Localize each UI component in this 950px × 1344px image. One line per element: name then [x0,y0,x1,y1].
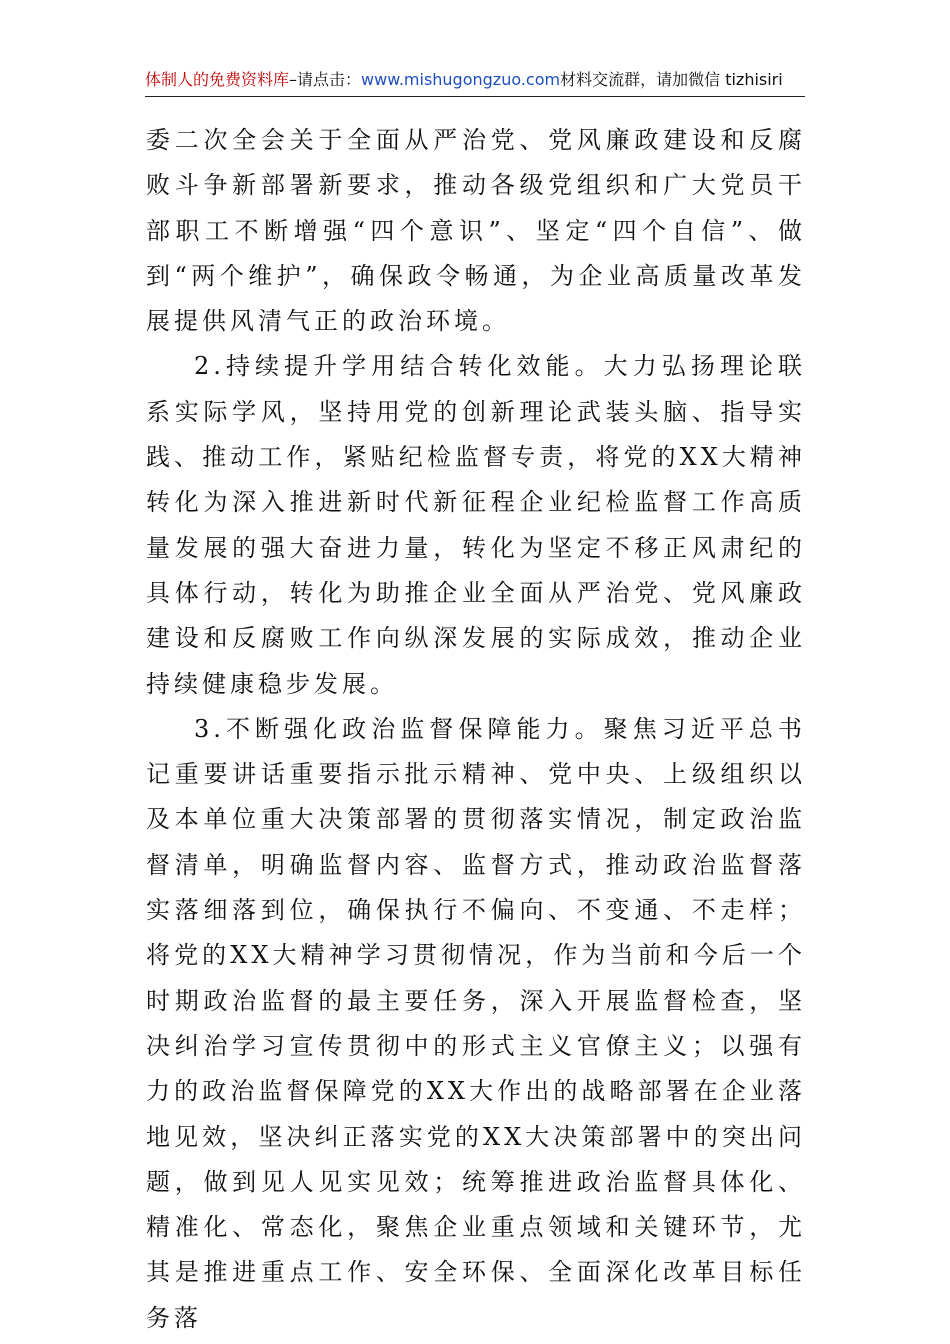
document-body [146,118,806,1341]
page-header [145,66,805,97]
paragraph-continuation: 委二次全会关于全面从严治党、党风廉政建设和反腐败斗争新部署新要求，推动各级党组织和广大党员干部职工不断增强“四个意识”、坚定“四个自信”、做到“两个维护”，确保政令畅通，为企业高质量改革发展提供风清气正的政治环境。 [146,126,806,336]
paragraph-item-2: 2.持续提升学用结合转化效能。大力弘扬理论联系实际学风，坚持用党的创新理论武装头脑、指导实践、推动工作，紧贴纪检监督专责，将党的XX大精神转化为深入推进新时代新征程企业纪检监督工作高质量发展的强大奋进力量，转化为坚定不移正风肃纪的具体行动，转化为助推企业全面从严治党、党风廉政建设和反腐败工作向纵深发展的实际成效，推动企业持续健康稳步发展。 [146,352,806,698]
library-name: 体制人的免费资料库 [145,70,290,89]
group-contact-text: 材料交流群，请加微信 tizhisiri [560,70,783,89]
website-link[interactable]: www.mishugongzuo.com [361,70,561,89]
paragraph-item-3: 3.不断强化政治监督保障能力。聚焦习近平总书记重要讲话重要指示批示精神、党中央、上级组织以及本单位重大决策部署的贯彻落实情况，制定政治监督清单，明确监督内容、监督方式，推动政治监督落实落细落到位，确保执行不偏向、不变通、不走样；将党的XX大精神学习贯彻情况，作为当前和今后一个时期政治监督的最主要任务，深入开展监督检查，坚决纠治学习宣传贯彻中的形式主义官僚主义；以强有力的政治监督保障党的XX大作出的战略部署在企业落地见效，坚决纠正落实党的XX大决策部署中的突出问题，做到见人见实见效；统筹推进政治监督具体化、精准化、常态化，聚焦企业重点领域和关键环节，尤其是推进重点工作、安全环保、全面深化改革目标任务落 [146,714,806,1332]
click-prompt: –请点击： [289,70,362,89]
